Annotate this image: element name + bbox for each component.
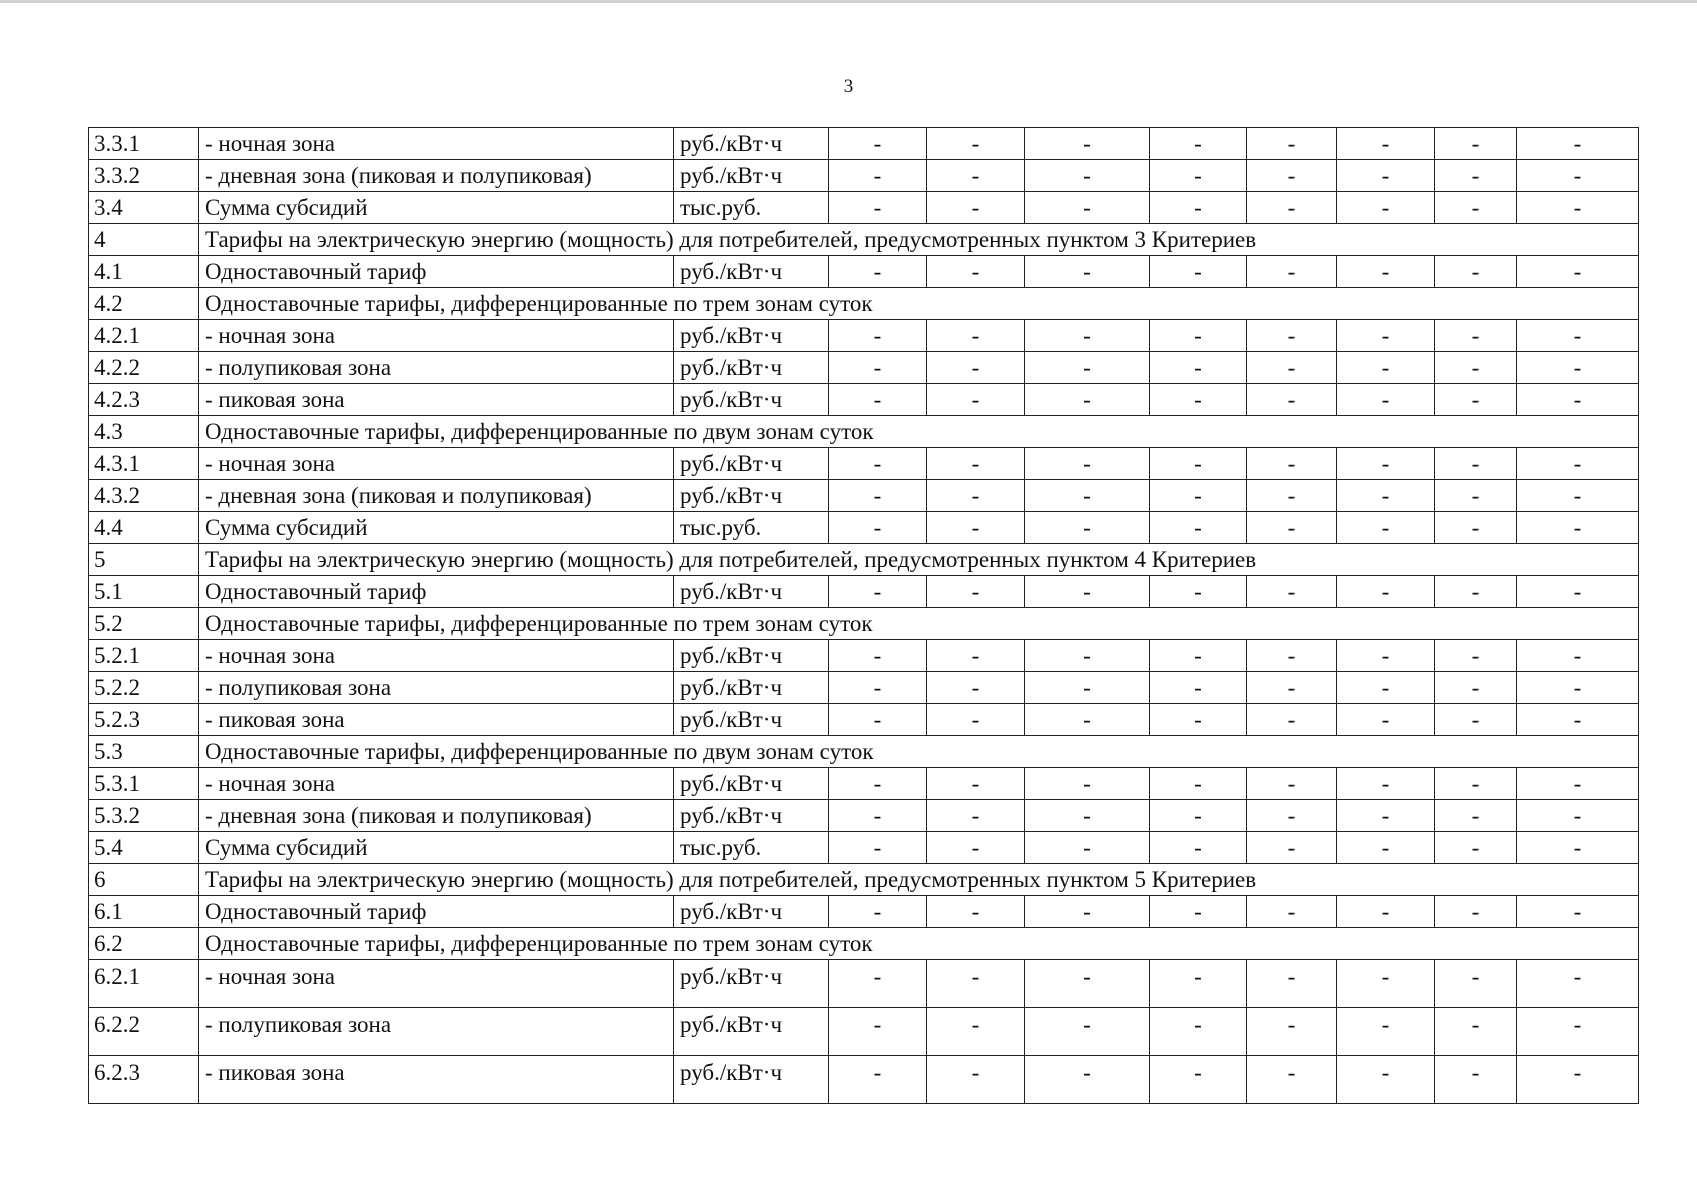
value-cell: - bbox=[1150, 320, 1247, 352]
section-row bbox=[89, 608, 1639, 640]
value-cell: - bbox=[1247, 640, 1337, 672]
table-row bbox=[89, 256, 1639, 288]
value-cell: - bbox=[1150, 512, 1247, 544]
value-cell: - bbox=[1337, 800, 1435, 832]
value-cell: - bbox=[1247, 480, 1337, 512]
value-cell: - bbox=[1025, 448, 1150, 480]
row-unit: руб./кВт·ч bbox=[674, 320, 829, 352]
value-cell: - bbox=[1435, 192, 1517, 224]
row-name: Сумма субсидий bbox=[199, 192, 674, 224]
row-unit: руб./кВт·ч bbox=[674, 768, 829, 800]
value-cell: - bbox=[1337, 704, 1435, 736]
value-cell: - bbox=[927, 448, 1025, 480]
row-number: 3.4 bbox=[89, 192, 199, 224]
value-cell: - bbox=[1247, 160, 1337, 192]
value-cell: - bbox=[1247, 896, 1337, 928]
row-number: 3.3.1 bbox=[89, 128, 199, 160]
value-cell: - bbox=[1150, 160, 1247, 192]
value-cell: - bbox=[1435, 960, 1517, 1008]
value-cell: - bbox=[1150, 352, 1247, 384]
value-cell: - bbox=[829, 896, 927, 928]
row-number: 5.2 bbox=[89, 608, 199, 640]
value-cell: - bbox=[1517, 352, 1639, 384]
value-cell: - bbox=[1247, 192, 1337, 224]
value-cell: - bbox=[927, 384, 1025, 416]
value-cell: - bbox=[1150, 384, 1247, 416]
value-cell: - bbox=[1247, 512, 1337, 544]
value-cell: - bbox=[1337, 512, 1435, 544]
value-cell: - bbox=[1337, 640, 1435, 672]
value-cell: - bbox=[1517, 128, 1639, 160]
row-name: Сумма субсидий bbox=[199, 512, 674, 544]
value-cell: - bbox=[1337, 1008, 1435, 1056]
value-cell: - bbox=[1247, 1056, 1337, 1104]
row-number: 5.3.2 bbox=[89, 800, 199, 832]
value-cell: - bbox=[1247, 320, 1337, 352]
value-cell: - bbox=[1435, 768, 1517, 800]
value-cell: - bbox=[1435, 352, 1517, 384]
value-cell: - bbox=[1247, 576, 1337, 608]
table-row bbox=[89, 512, 1639, 544]
value-cell: - bbox=[1247, 1008, 1337, 1056]
value-cell: - bbox=[1025, 352, 1150, 384]
value-cell: - bbox=[927, 192, 1025, 224]
value-cell: - bbox=[927, 480, 1025, 512]
row-number: 4.3 bbox=[89, 416, 199, 448]
value-cell: - bbox=[1517, 512, 1639, 544]
section-row bbox=[89, 736, 1639, 768]
value-cell: - bbox=[1247, 800, 1337, 832]
row-number: 5.2.3 bbox=[89, 704, 199, 736]
value-cell: - bbox=[829, 384, 927, 416]
value-cell: - bbox=[1337, 576, 1435, 608]
table-row bbox=[89, 384, 1639, 416]
value-cell: - bbox=[1150, 256, 1247, 288]
table-row bbox=[89, 576, 1639, 608]
value-cell: - bbox=[829, 256, 927, 288]
tariff-table bbox=[88, 127, 1639, 1104]
row-number: 5.3.1 bbox=[89, 768, 199, 800]
row-unit: руб./кВт·ч bbox=[674, 800, 829, 832]
value-cell: - bbox=[1435, 160, 1517, 192]
value-cell: - bbox=[1150, 672, 1247, 704]
value-cell: - bbox=[1337, 192, 1435, 224]
value-cell: - bbox=[1337, 384, 1435, 416]
value-cell: - bbox=[1025, 704, 1150, 736]
value-cell: - bbox=[927, 768, 1025, 800]
table-row bbox=[89, 768, 1639, 800]
value-cell: - bbox=[829, 128, 927, 160]
row-name: - полупиковая зона bbox=[199, 352, 674, 384]
value-cell: - bbox=[927, 704, 1025, 736]
row-unit: руб./кВт·ч bbox=[674, 1008, 829, 1056]
row-number: 6.1 bbox=[89, 896, 199, 928]
section-row bbox=[89, 928, 1639, 960]
row-unit: тыс.руб. bbox=[674, 512, 829, 544]
value-cell: - bbox=[1435, 1056, 1517, 1104]
value-cell: - bbox=[1517, 384, 1639, 416]
value-cell: - bbox=[829, 480, 927, 512]
value-cell: - bbox=[927, 256, 1025, 288]
row-unit: руб./кВт·ч bbox=[674, 960, 829, 1008]
table-row bbox=[89, 128, 1639, 160]
table-row bbox=[89, 160, 1639, 192]
section-title: Одноставочные тарифы, дифференцированные по двум зонам суток bbox=[199, 736, 1639, 768]
section-title: Тарифы на электрическую энергию (мощность) для потребителей, предусмотренных пунктом 5 Критериев bbox=[199, 864, 1639, 896]
value-cell: - bbox=[1025, 576, 1150, 608]
value-cell: - bbox=[1435, 448, 1517, 480]
value-cell: - bbox=[1025, 512, 1150, 544]
value-cell: - bbox=[829, 1008, 927, 1056]
value-cell: - bbox=[1025, 384, 1150, 416]
value-cell: - bbox=[927, 960, 1025, 1008]
value-cell: - bbox=[1247, 256, 1337, 288]
value-cell: - bbox=[1247, 704, 1337, 736]
value-cell: - bbox=[1025, 128, 1150, 160]
value-cell: - bbox=[829, 192, 927, 224]
section-title: Тарифы на электрическую энергию (мощность) для потребителей, предусмотренных пунктом 3 Критериев bbox=[199, 224, 1639, 256]
value-cell: - bbox=[927, 1008, 1025, 1056]
value-cell: - bbox=[1517, 1008, 1639, 1056]
row-number: 4.1 bbox=[89, 256, 199, 288]
value-cell: - bbox=[1247, 768, 1337, 800]
row-name: Одноставочный тариф bbox=[199, 576, 674, 608]
value-cell: - bbox=[1435, 704, 1517, 736]
row-unit: тыс.руб. bbox=[674, 192, 829, 224]
row-number: 4 bbox=[89, 224, 199, 256]
value-cell: - bbox=[1150, 800, 1247, 832]
value-cell: - bbox=[1337, 128, 1435, 160]
row-unit: тыс.руб. bbox=[674, 832, 829, 864]
value-cell: - bbox=[829, 512, 927, 544]
row-name: - ночная зона bbox=[199, 960, 674, 1008]
row-number: 6.2.3 bbox=[89, 1056, 199, 1104]
row-number: 5.1 bbox=[89, 576, 199, 608]
value-cell: - bbox=[1435, 256, 1517, 288]
table-row bbox=[89, 960, 1639, 1008]
value-cell: - bbox=[927, 576, 1025, 608]
value-cell: - bbox=[1337, 352, 1435, 384]
row-name: - ночная зона bbox=[199, 768, 674, 800]
value-cell: - bbox=[1025, 320, 1150, 352]
value-cell: - bbox=[1247, 128, 1337, 160]
row-number: 6 bbox=[89, 864, 199, 896]
value-cell: - bbox=[927, 320, 1025, 352]
value-cell: - bbox=[1150, 1008, 1247, 1056]
value-cell: - bbox=[927, 160, 1025, 192]
value-cell: - bbox=[829, 640, 927, 672]
value-cell: - bbox=[829, 800, 927, 832]
value-cell: - bbox=[1517, 640, 1639, 672]
value-cell: - bbox=[1150, 480, 1247, 512]
row-name: - пиковая зона bbox=[199, 704, 674, 736]
value-cell: - bbox=[1247, 448, 1337, 480]
row-unit: руб./кВт·ч bbox=[674, 672, 829, 704]
value-cell: - bbox=[927, 1056, 1025, 1104]
value-cell: - bbox=[1435, 1008, 1517, 1056]
table-row bbox=[89, 832, 1639, 864]
value-cell: - bbox=[829, 160, 927, 192]
table-row bbox=[89, 800, 1639, 832]
row-number: 6.2.1 bbox=[89, 960, 199, 1008]
value-cell: - bbox=[829, 960, 927, 1008]
value-cell: - bbox=[1517, 320, 1639, 352]
value-cell: - bbox=[1435, 128, 1517, 160]
value-cell: - bbox=[927, 512, 1025, 544]
value-cell: - bbox=[1435, 320, 1517, 352]
table-row bbox=[89, 1008, 1639, 1056]
section-title: Одноставочные тарифы, дифференцированные по двум зонам суток bbox=[199, 416, 1639, 448]
row-name: Одноставочный тариф bbox=[199, 256, 674, 288]
value-cell: - bbox=[927, 640, 1025, 672]
row-number: 5.2.1 bbox=[89, 640, 199, 672]
row-number: 4.4 bbox=[89, 512, 199, 544]
value-cell: - bbox=[1435, 640, 1517, 672]
value-cell: - bbox=[1435, 512, 1517, 544]
value-cell: - bbox=[1150, 768, 1247, 800]
row-name: Одноставочный тариф bbox=[199, 896, 674, 928]
row-name: - ночная зона bbox=[199, 640, 674, 672]
row-name: Сумма субсидий bbox=[199, 832, 674, 864]
value-cell: - bbox=[1247, 672, 1337, 704]
value-cell: - bbox=[1247, 352, 1337, 384]
value-cell: - bbox=[1025, 1056, 1150, 1104]
table-row bbox=[89, 704, 1639, 736]
value-cell: - bbox=[1517, 480, 1639, 512]
row-unit: руб./кВт·ч bbox=[674, 480, 829, 512]
row-name: - дневная зона (пиковая и полупиковая) bbox=[199, 160, 674, 192]
value-cell: - bbox=[1435, 672, 1517, 704]
row-number: 6.2.2 bbox=[89, 1008, 199, 1056]
section-row bbox=[89, 544, 1639, 576]
row-number: 4.2.2 bbox=[89, 352, 199, 384]
value-cell: - bbox=[1025, 672, 1150, 704]
row-number: 4.2 bbox=[89, 288, 199, 320]
value-cell: - bbox=[1337, 320, 1435, 352]
row-unit: руб./кВт·ч bbox=[674, 896, 829, 928]
value-cell: - bbox=[1517, 960, 1639, 1008]
table-row bbox=[89, 1056, 1639, 1104]
value-cell: - bbox=[1150, 448, 1247, 480]
row-number: 4.2.3 bbox=[89, 384, 199, 416]
section-title: Одноставочные тарифы, дифференцированные по трем зонам суток bbox=[199, 928, 1639, 960]
row-name: - ночная зона bbox=[199, 448, 674, 480]
row-number: 5 bbox=[89, 544, 199, 576]
section-row bbox=[89, 224, 1639, 256]
value-cell: - bbox=[1517, 576, 1639, 608]
value-cell: - bbox=[1435, 576, 1517, 608]
value-cell: - bbox=[1247, 960, 1337, 1008]
row-number: 3.3.2 bbox=[89, 160, 199, 192]
value-cell: - bbox=[829, 576, 927, 608]
value-cell: - bbox=[1337, 672, 1435, 704]
value-cell: - bbox=[1435, 384, 1517, 416]
value-cell: - bbox=[1517, 192, 1639, 224]
value-cell: - bbox=[927, 672, 1025, 704]
row-unit: руб./кВт·ч bbox=[674, 160, 829, 192]
section-row bbox=[89, 416, 1639, 448]
value-cell: - bbox=[1025, 832, 1150, 864]
value-cell: - bbox=[1337, 896, 1435, 928]
row-unit: руб./кВт·ч bbox=[674, 640, 829, 672]
value-cell: - bbox=[1025, 960, 1150, 1008]
value-cell: - bbox=[1025, 480, 1150, 512]
table-row bbox=[89, 192, 1639, 224]
table-row bbox=[89, 640, 1639, 672]
row-name: - пиковая зона bbox=[199, 384, 674, 416]
tariff-table-body bbox=[89, 128, 1639, 1104]
row-name: - полупиковая зона bbox=[199, 1008, 674, 1056]
row-number: 6.2 bbox=[89, 928, 199, 960]
value-cell: - bbox=[1150, 192, 1247, 224]
section-title: Одноставочные тарифы, дифференцированные по трем зонам суток bbox=[199, 608, 1639, 640]
row-number: 4.2.1 bbox=[89, 320, 199, 352]
value-cell: - bbox=[1517, 672, 1639, 704]
value-cell: - bbox=[1337, 832, 1435, 864]
value-cell: - bbox=[1517, 832, 1639, 864]
section-row bbox=[89, 864, 1639, 896]
value-cell: - bbox=[927, 128, 1025, 160]
value-cell: - bbox=[1337, 768, 1435, 800]
value-cell: - bbox=[1150, 704, 1247, 736]
value-cell: - bbox=[1025, 768, 1150, 800]
value-cell: - bbox=[1150, 128, 1247, 160]
value-cell: - bbox=[1150, 832, 1247, 864]
row-name: - пиковая зона bbox=[199, 1056, 674, 1104]
row-name: - дневная зона (пиковая и полупиковая) bbox=[199, 480, 674, 512]
table-row bbox=[89, 480, 1639, 512]
row-unit: руб./кВт·ч bbox=[674, 352, 829, 384]
section-row bbox=[89, 288, 1639, 320]
row-name: - ночная зона bbox=[199, 128, 674, 160]
value-cell: - bbox=[1025, 800, 1150, 832]
row-unit: руб./кВт·ч bbox=[674, 1056, 829, 1104]
value-cell: - bbox=[1025, 896, 1150, 928]
value-cell: - bbox=[1517, 896, 1639, 928]
value-cell: - bbox=[1435, 800, 1517, 832]
row-number: 4.3.2 bbox=[89, 480, 199, 512]
row-number: 5.4 bbox=[89, 832, 199, 864]
value-cell: - bbox=[1150, 576, 1247, 608]
row-number: 5.3 bbox=[89, 736, 199, 768]
value-cell: - bbox=[1247, 832, 1337, 864]
value-cell: - bbox=[927, 352, 1025, 384]
row-unit: руб./кВт·ч bbox=[674, 256, 829, 288]
value-cell: - bbox=[927, 896, 1025, 928]
value-cell: - bbox=[829, 1056, 927, 1104]
value-cell: - bbox=[1517, 704, 1639, 736]
value-cell: - bbox=[829, 672, 927, 704]
value-cell: - bbox=[1337, 480, 1435, 512]
value-cell: - bbox=[1337, 256, 1435, 288]
value-cell: - bbox=[829, 352, 927, 384]
table-row bbox=[89, 672, 1639, 704]
value-cell: - bbox=[1337, 160, 1435, 192]
table-row bbox=[89, 448, 1639, 480]
value-cell: - bbox=[829, 832, 927, 864]
value-cell: - bbox=[1025, 640, 1150, 672]
row-name: - полупиковая зона bbox=[199, 672, 674, 704]
row-unit: руб./кВт·ч bbox=[674, 704, 829, 736]
page-number: 3 bbox=[843, 76, 854, 97]
row-number: 4.3.1 bbox=[89, 448, 199, 480]
value-cell: - bbox=[1435, 480, 1517, 512]
row-name: - дневная зона (пиковая и полупиковая) bbox=[199, 800, 674, 832]
value-cell: - bbox=[1337, 448, 1435, 480]
value-cell: - bbox=[1517, 768, 1639, 800]
value-cell: - bbox=[1435, 832, 1517, 864]
row-name: - ночная зона bbox=[199, 320, 674, 352]
value-cell: - bbox=[1025, 160, 1150, 192]
value-cell: - bbox=[1150, 640, 1247, 672]
value-cell: - bbox=[829, 704, 927, 736]
value-cell: - bbox=[927, 832, 1025, 864]
scan-top-edge bbox=[0, 0, 1697, 3]
table-row bbox=[89, 320, 1639, 352]
value-cell: - bbox=[829, 448, 927, 480]
section-title: Одноставочные тарифы, дифференцированные по трем зонам суток bbox=[199, 288, 1639, 320]
value-cell: - bbox=[829, 320, 927, 352]
table-row bbox=[89, 352, 1639, 384]
value-cell: - bbox=[1517, 256, 1639, 288]
row-unit: руб./кВт·ч bbox=[674, 448, 829, 480]
value-cell: - bbox=[927, 800, 1025, 832]
value-cell: - bbox=[1150, 896, 1247, 928]
row-unit: руб./кВт·ч bbox=[674, 384, 829, 416]
value-cell: - bbox=[1517, 1056, 1639, 1104]
value-cell: - bbox=[1025, 256, 1150, 288]
value-cell: - bbox=[1025, 1008, 1150, 1056]
value-cell: - bbox=[829, 768, 927, 800]
value-cell: - bbox=[1435, 896, 1517, 928]
value-cell: - bbox=[1247, 384, 1337, 416]
value-cell: - bbox=[1517, 800, 1639, 832]
value-cell: - bbox=[1337, 1056, 1435, 1104]
value-cell: - bbox=[1150, 1056, 1247, 1104]
value-cell: - bbox=[1517, 160, 1639, 192]
table-row bbox=[89, 896, 1639, 928]
value-cell: - bbox=[1025, 192, 1150, 224]
row-unit: руб./кВт·ч bbox=[674, 128, 829, 160]
value-cell: - bbox=[1337, 960, 1435, 1008]
value-cell: - bbox=[1150, 960, 1247, 1008]
value-cell: - bbox=[1517, 448, 1639, 480]
section-title: Тарифы на электрическую энергию (мощность) для потребителей, предусмотренных пунктом 4 Критериев bbox=[199, 544, 1639, 576]
row-unit: руб./кВт·ч bbox=[674, 576, 829, 608]
row-number: 5.2.2 bbox=[89, 672, 199, 704]
